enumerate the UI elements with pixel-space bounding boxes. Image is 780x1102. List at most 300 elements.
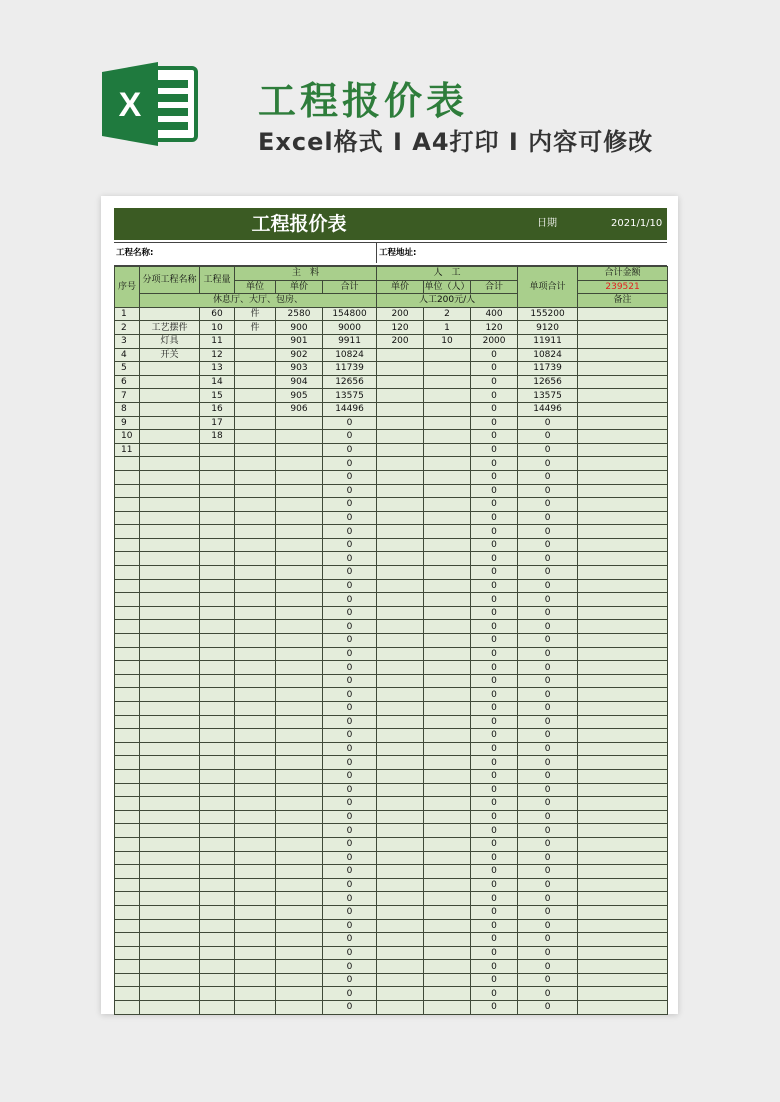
- cell-empty[interactable]: [276, 851, 323, 865]
- cell-item-name[interactable]: 灯具: [140, 334, 200, 348]
- cell-empty[interactable]: [578, 470, 668, 484]
- cell-empty[interactable]: [235, 837, 276, 851]
- cell-empty[interactable]: [377, 688, 424, 702]
- cell-empty[interactable]: [200, 634, 235, 648]
- cell-empty[interactable]: [424, 457, 471, 471]
- cell-empty[interactable]: [424, 511, 471, 525]
- cell-item-total[interactable]: 0: [518, 919, 578, 933]
- cell-quantity[interactable]: 13: [200, 362, 235, 376]
- cell-empty[interactable]: [140, 661, 200, 675]
- cell-material-price[interactable]: [276, 430, 323, 444]
- cell-material-unit[interactable]: 件: [235, 321, 276, 335]
- cell-empty[interactable]: [140, 851, 200, 865]
- cell-item-total[interactable]: 0: [518, 688, 578, 702]
- cell-empty[interactable]: [115, 702, 140, 716]
- cell-material-total[interactable]: 0: [323, 470, 377, 484]
- cell-empty[interactable]: [115, 756, 140, 770]
- cell-labor-total[interactable]: 0: [471, 919, 518, 933]
- cell-material-total[interactable]: 0: [323, 498, 377, 512]
- cell-item-total[interactable]: 0: [518, 878, 578, 892]
- cell-empty[interactable]: [276, 484, 323, 498]
- cell-empty[interactable]: [235, 620, 276, 634]
- cell-material-price[interactable]: [276, 443, 323, 457]
- cell-empty[interactable]: [115, 946, 140, 960]
- cell-empty[interactable]: [115, 484, 140, 498]
- cell-material-total[interactable]: 14496: [323, 402, 377, 416]
- cell-empty[interactable]: [377, 742, 424, 756]
- cell-material-total[interactable]: 0: [323, 892, 377, 906]
- cell-empty[interactable]: [200, 538, 235, 552]
- cell-item-total[interactable]: 0: [518, 498, 578, 512]
- cell-empty[interactable]: [200, 973, 235, 987]
- cell-item-total[interactable]: 0: [518, 661, 578, 675]
- cell-labor-unit[interactable]: [424, 416, 471, 430]
- cell-empty[interactable]: [140, 878, 200, 892]
- cell-item-total[interactable]: 10824: [518, 348, 578, 362]
- cell-material-total[interactable]: 0: [323, 634, 377, 648]
- cell-item-total[interactable]: 0: [518, 973, 578, 987]
- cell-empty[interactable]: [115, 579, 140, 593]
- cell-empty[interactable]: [276, 566, 323, 580]
- cell-empty[interactable]: [578, 919, 668, 933]
- cell-empty[interactable]: [276, 973, 323, 987]
- cell-empty[interactable]: [115, 865, 140, 879]
- cell-labor-total[interactable]: 0: [471, 443, 518, 457]
- cell-empty[interactable]: [235, 470, 276, 484]
- cell-material-total[interactable]: 0: [323, 416, 377, 430]
- cell-item-name[interactable]: 工艺摆件: [140, 321, 200, 335]
- cell-labor-total[interactable]: 0: [471, 878, 518, 892]
- cell-item-total[interactable]: 0: [518, 783, 578, 797]
- cell-empty[interactable]: [578, 729, 668, 743]
- cell-item-name[interactable]: 开关: [140, 348, 200, 362]
- cell-item-total[interactable]: 0: [518, 892, 578, 906]
- cell-empty[interactable]: [578, 742, 668, 756]
- cell-empty[interactable]: [115, 715, 140, 729]
- cell-material-price[interactable]: 902: [276, 348, 323, 362]
- cell-material-total[interactable]: 0: [323, 919, 377, 933]
- cell-material-total[interactable]: 0: [323, 933, 377, 947]
- cell-empty[interactable]: [235, 769, 276, 783]
- cell-item-total[interactable]: 0: [518, 729, 578, 743]
- cell-empty[interactable]: [235, 702, 276, 716]
- cell-labor-price[interactable]: [377, 402, 424, 416]
- cell-labor-total[interactable]: 0: [471, 620, 518, 634]
- cell-material-total[interactable]: 0: [323, 1001, 377, 1015]
- cell-item-name[interactable]: [140, 402, 200, 416]
- cell-empty[interactable]: [578, 593, 668, 607]
- cell-empty[interactable]: [115, 525, 140, 539]
- cell-empty[interactable]: [424, 715, 471, 729]
- cell-empty[interactable]: [235, 552, 276, 566]
- cell-empty[interactable]: [578, 620, 668, 634]
- cell-empty[interactable]: [578, 511, 668, 525]
- cell-empty[interactable]: [578, 661, 668, 675]
- cell-empty[interactable]: [578, 688, 668, 702]
- cell-empty[interactable]: [578, 498, 668, 512]
- cell-empty[interactable]: [424, 851, 471, 865]
- cell-material-unit[interactable]: [235, 375, 276, 389]
- cell-item-total[interactable]: 12656: [518, 375, 578, 389]
- cell-remarks[interactable]: [578, 402, 668, 416]
- cell-item-name[interactable]: [140, 362, 200, 376]
- cell-labor-total[interactable]: 0: [471, 430, 518, 444]
- cell-empty[interactable]: [140, 892, 200, 906]
- cell-empty[interactable]: [140, 593, 200, 607]
- cell-item-total[interactable]: 0: [518, 606, 578, 620]
- cell-empty[interactable]: [578, 892, 668, 906]
- cell-material-total[interactable]: 0: [323, 769, 377, 783]
- cell-labor-total[interactable]: 0: [471, 647, 518, 661]
- cell-empty[interactable]: [424, 634, 471, 648]
- cell-empty[interactable]: [377, 837, 424, 851]
- cell-material-total[interactable]: 0: [323, 538, 377, 552]
- cell-remarks[interactable]: [578, 362, 668, 376]
- cell-empty[interactable]: [140, 946, 200, 960]
- cell-empty[interactable]: [276, 538, 323, 552]
- cell-item-total[interactable]: 0: [518, 647, 578, 661]
- cell-empty[interactable]: [377, 620, 424, 634]
- cell-labor-price[interactable]: [377, 375, 424, 389]
- cell-seq[interactable]: 1: [115, 307, 140, 321]
- cell-empty[interactable]: [115, 987, 140, 1001]
- cell-empty[interactable]: [235, 538, 276, 552]
- cell-empty[interactable]: [235, 783, 276, 797]
- cell-material-unit[interactable]: [235, 348, 276, 362]
- cell-labor-total[interactable]: 0: [471, 593, 518, 607]
- cell-material-total[interactable]: 0: [323, 484, 377, 498]
- cell-labor-unit[interactable]: [424, 348, 471, 362]
- cell-empty[interactable]: [140, 552, 200, 566]
- cell-seq[interactable]: 7: [115, 389, 140, 403]
- cell-empty[interactable]: [140, 579, 200, 593]
- cell-empty[interactable]: [276, 457, 323, 471]
- cell-item-total[interactable]: 0: [518, 634, 578, 648]
- cell-labor-total[interactable]: 0: [471, 1001, 518, 1015]
- cell-empty[interactable]: [200, 905, 235, 919]
- cell-empty[interactable]: [424, 905, 471, 919]
- cell-seq[interactable]: 8: [115, 402, 140, 416]
- cell-material-total[interactable]: 0: [323, 851, 377, 865]
- cell-labor-total[interactable]: 0: [471, 946, 518, 960]
- cell-empty[interactable]: [276, 797, 323, 811]
- cell-material-total[interactable]: 0: [323, 647, 377, 661]
- cell-seq[interactable]: 2: [115, 321, 140, 335]
- cell-material-total[interactable]: 9000: [323, 321, 377, 335]
- cell-empty[interactable]: [200, 865, 235, 879]
- cell-empty[interactable]: [424, 797, 471, 811]
- cell-quantity[interactable]: 60: [200, 307, 235, 321]
- cell-empty[interactable]: [235, 457, 276, 471]
- cell-empty[interactable]: [424, 824, 471, 838]
- cell-item-total[interactable]: 0: [518, 593, 578, 607]
- cell-empty[interactable]: [377, 702, 424, 716]
- cell-item-total[interactable]: 0: [518, 443, 578, 457]
- cell-empty[interactable]: [424, 769, 471, 783]
- cell-empty[interactable]: [578, 946, 668, 960]
- cell-empty[interactable]: [235, 824, 276, 838]
- cell-labor-total[interactable]: 0: [471, 973, 518, 987]
- cell-empty[interactable]: [115, 797, 140, 811]
- cell-material-total[interactable]: 0: [323, 960, 377, 974]
- cell-quantity[interactable]: 15: [200, 389, 235, 403]
- cell-empty[interactable]: [200, 851, 235, 865]
- cell-empty[interactable]: [377, 892, 424, 906]
- cell-item-total[interactable]: 0: [518, 511, 578, 525]
- cell-empty[interactable]: [115, 674, 140, 688]
- cell-empty[interactable]: [200, 470, 235, 484]
- cell-empty[interactable]: [200, 525, 235, 539]
- cell-empty[interactable]: [424, 783, 471, 797]
- cell-empty[interactable]: [115, 769, 140, 783]
- cell-labor-total[interactable]: 0: [471, 851, 518, 865]
- cell-empty[interactable]: [578, 810, 668, 824]
- cell-empty[interactable]: [200, 674, 235, 688]
- cell-material-total[interactable]: 0: [323, 620, 377, 634]
- cell-labor-total[interactable]: 0: [471, 470, 518, 484]
- cell-remarks[interactable]: [578, 334, 668, 348]
- cell-empty[interactable]: [115, 511, 140, 525]
- cell-material-unit[interactable]: 件: [235, 307, 276, 321]
- cell-empty[interactable]: [140, 919, 200, 933]
- cell-empty[interactable]: [377, 511, 424, 525]
- cell-labor-unit[interactable]: [424, 375, 471, 389]
- cell-empty[interactable]: [424, 647, 471, 661]
- cell-empty[interactable]: [424, 987, 471, 1001]
- cell-labor-total[interactable]: 0: [471, 824, 518, 838]
- cell-labor-total[interactable]: 0: [471, 362, 518, 376]
- cell-material-total[interactable]: 0: [323, 987, 377, 1001]
- cell-empty[interactable]: [140, 566, 200, 580]
- cell-empty[interactable]: [235, 484, 276, 498]
- cell-material-total[interactable]: 0: [323, 797, 377, 811]
- cell-empty[interactable]: [276, 674, 323, 688]
- cell-empty[interactable]: [377, 729, 424, 743]
- cell-empty[interactable]: [377, 824, 424, 838]
- cell-empty[interactable]: [578, 797, 668, 811]
- cell-labor-total[interactable]: 0: [471, 634, 518, 648]
- cell-item-total[interactable]: 0: [518, 457, 578, 471]
- cell-empty[interactable]: [276, 634, 323, 648]
- cell-empty[interactable]: [377, 470, 424, 484]
- cell-material-total[interactable]: 0: [323, 457, 377, 471]
- cell-labor-total[interactable]: 0: [471, 756, 518, 770]
- cell-empty[interactable]: [140, 1001, 200, 1015]
- cell-empty[interactable]: [235, 892, 276, 906]
- cell-empty[interactable]: [578, 634, 668, 648]
- cell-labor-price[interactable]: 200: [377, 307, 424, 321]
- cell-empty[interactable]: [115, 824, 140, 838]
- cell-quantity[interactable]: 11: [200, 334, 235, 348]
- cell-empty[interactable]: [377, 525, 424, 539]
- cell-empty[interactable]: [235, 946, 276, 960]
- cell-empty[interactable]: [200, 457, 235, 471]
- cell-empty[interactable]: [115, 729, 140, 743]
- cell-empty[interactable]: [115, 973, 140, 987]
- cell-empty[interactable]: [578, 960, 668, 974]
- cell-empty[interactable]: [200, 892, 235, 906]
- cell-empty[interactable]: [377, 647, 424, 661]
- cell-seq[interactable]: 10: [115, 430, 140, 444]
- cell-empty[interactable]: [200, 837, 235, 851]
- cell-empty[interactable]: [578, 769, 668, 783]
- cell-empty[interactable]: [200, 552, 235, 566]
- cell-empty[interactable]: [424, 756, 471, 770]
- cell-empty[interactable]: [276, 688, 323, 702]
- cell-material-total[interactable]: 0: [323, 511, 377, 525]
- cell-labor-total[interactable]: 0: [471, 579, 518, 593]
- cell-empty[interactable]: [424, 525, 471, 539]
- cell-item-total[interactable]: 0: [518, 566, 578, 580]
- cell-empty[interactable]: [276, 946, 323, 960]
- cell-empty[interactable]: [424, 552, 471, 566]
- cell-empty[interactable]: [200, 783, 235, 797]
- cell-empty[interactable]: [578, 783, 668, 797]
- cell-seq[interactable]: 5: [115, 362, 140, 376]
- cell-empty[interactable]: [140, 810, 200, 824]
- cell-item-name[interactable]: [140, 416, 200, 430]
- cell-labor-total[interactable]: 0: [471, 348, 518, 362]
- cell-empty[interactable]: [276, 470, 323, 484]
- cell-empty[interactable]: [115, 810, 140, 824]
- cell-item-total[interactable]: 0: [518, 430, 578, 444]
- cell-empty[interactable]: [140, 647, 200, 661]
- cell-empty[interactable]: [140, 525, 200, 539]
- cell-empty[interactable]: [377, 987, 424, 1001]
- cell-quantity[interactable]: 16: [200, 402, 235, 416]
- cell-empty[interactable]: [200, 810, 235, 824]
- cell-remarks[interactable]: [578, 307, 668, 321]
- cell-empty[interactable]: [200, 593, 235, 607]
- cell-item-total[interactable]: 0: [518, 756, 578, 770]
- cell-empty[interactable]: [140, 688, 200, 702]
- cell-empty[interactable]: [235, 960, 276, 974]
- cell-empty[interactable]: [424, 973, 471, 987]
- cell-material-total[interactable]: 0: [323, 973, 377, 987]
- cell-empty[interactable]: [115, 1001, 140, 1015]
- cell-empty[interactable]: [276, 729, 323, 743]
- cell-empty[interactable]: [276, 810, 323, 824]
- cell-empty[interactable]: [140, 498, 200, 512]
- cell-empty[interactable]: [115, 538, 140, 552]
- cell-empty[interactable]: [235, 919, 276, 933]
- cell-material-total[interactable]: 0: [323, 865, 377, 879]
- cell-empty[interactable]: [377, 783, 424, 797]
- cell-labor-total[interactable]: 0: [471, 566, 518, 580]
- cell-item-name[interactable]: [140, 443, 200, 457]
- cell-empty[interactable]: [235, 579, 276, 593]
- cell-empty[interactable]: [276, 837, 323, 851]
- cell-empty[interactable]: [578, 878, 668, 892]
- cell-item-total[interactable]: 0: [518, 579, 578, 593]
- cell-empty[interactable]: [377, 552, 424, 566]
- cell-material-price[interactable]: 905: [276, 389, 323, 403]
- cell-empty[interactable]: [235, 987, 276, 1001]
- cell-empty[interactable]: [200, 987, 235, 1001]
- cell-empty[interactable]: [200, 579, 235, 593]
- cell-empty[interactable]: [424, 919, 471, 933]
- cell-labor-total[interactable]: 0: [471, 416, 518, 430]
- cell-remarks[interactable]: [578, 389, 668, 403]
- cell-empty[interactable]: [115, 647, 140, 661]
- cell-empty[interactable]: [115, 878, 140, 892]
- cell-material-unit[interactable]: [235, 443, 276, 457]
- cell-empty[interactable]: [377, 769, 424, 783]
- cell-item-total[interactable]: 0: [518, 946, 578, 960]
- cell-item-total[interactable]: 0: [518, 933, 578, 947]
- cell-empty[interactable]: [115, 593, 140, 607]
- cell-empty[interactable]: [578, 851, 668, 865]
- cell-seq[interactable]: 11: [115, 443, 140, 457]
- cell-labor-price[interactable]: [377, 430, 424, 444]
- cell-item-total[interactable]: 0: [518, 416, 578, 430]
- cell-material-total[interactable]: 0: [323, 824, 377, 838]
- cell-empty[interactable]: [115, 457, 140, 471]
- cell-labor-unit[interactable]: 10: [424, 334, 471, 348]
- cell-empty[interactable]: [140, 769, 200, 783]
- cell-material-price[interactable]: [276, 416, 323, 430]
- cell-labor-total[interactable]: 0: [471, 484, 518, 498]
- cell-empty[interactable]: [140, 987, 200, 1001]
- cell-empty[interactable]: [276, 960, 323, 974]
- cell-empty[interactable]: [377, 878, 424, 892]
- cell-empty[interactable]: [200, 484, 235, 498]
- cell-empty[interactable]: [235, 865, 276, 879]
- cell-material-total[interactable]: 11739: [323, 362, 377, 376]
- cell-empty[interactable]: [200, 769, 235, 783]
- cell-item-name[interactable]: [140, 307, 200, 321]
- cell-empty[interactable]: [115, 470, 140, 484]
- cell-item-total[interactable]: 0: [518, 837, 578, 851]
- cell-empty[interactable]: [578, 837, 668, 851]
- cell-material-price[interactable]: 901: [276, 334, 323, 348]
- cell-empty[interactable]: [424, 729, 471, 743]
- cell-empty[interactable]: [200, 933, 235, 947]
- cell-empty[interactable]: [200, 566, 235, 580]
- cell-item-total[interactable]: 0: [518, 470, 578, 484]
- cell-empty[interactable]: [200, 620, 235, 634]
- cell-empty[interactable]: [115, 742, 140, 756]
- cell-empty[interactable]: [377, 960, 424, 974]
- cell-empty[interactable]: [140, 606, 200, 620]
- cell-quantity[interactable]: 17: [200, 416, 235, 430]
- cell-empty[interactable]: [578, 756, 668, 770]
- cell-material-unit[interactable]: [235, 362, 276, 376]
- cell-empty[interactable]: [235, 661, 276, 675]
- cell-item-total[interactable]: 0: [518, 674, 578, 688]
- cell-empty[interactable]: [140, 538, 200, 552]
- cell-empty[interactable]: [276, 905, 323, 919]
- cell-empty[interactable]: [200, 742, 235, 756]
- cell-labor-total[interactable]: 0: [471, 933, 518, 947]
- cell-material-total[interactable]: 0: [323, 702, 377, 716]
- cell-material-total[interactable]: 0: [323, 729, 377, 743]
- cell-empty[interactable]: [276, 742, 323, 756]
- cell-empty[interactable]: [115, 919, 140, 933]
- cell-empty[interactable]: [115, 783, 140, 797]
- cell-labor-unit[interactable]: [424, 362, 471, 376]
- cell-empty[interactable]: [578, 933, 668, 947]
- cell-empty[interactable]: [140, 783, 200, 797]
- cell-empty[interactable]: [377, 810, 424, 824]
- cell-item-total[interactable]: 0: [518, 552, 578, 566]
- cell-material-total[interactable]: 0: [323, 783, 377, 797]
- cell-empty[interactable]: [200, 960, 235, 974]
- cell-empty[interactable]: [424, 742, 471, 756]
- cell-empty[interactable]: [276, 1001, 323, 1015]
- cell-empty[interactable]: [377, 715, 424, 729]
- cell-empty[interactable]: [140, 674, 200, 688]
